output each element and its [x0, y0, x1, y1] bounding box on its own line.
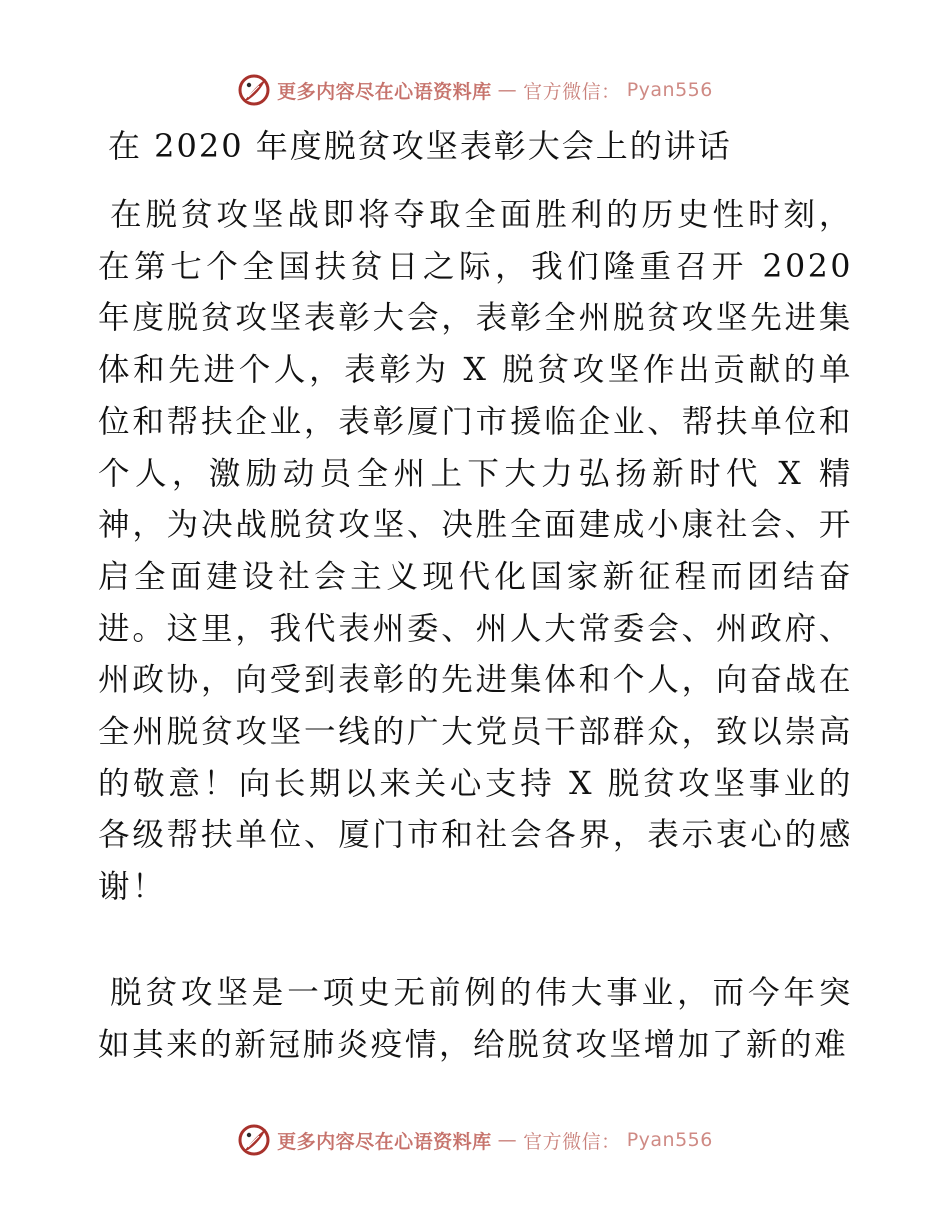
header-watermark	[0, 70, 950, 110]
watermark-brand-text: 更多内容尽在心语资料库	[277, 80, 492, 103]
watermark-wechat-label: 官方微信：	[523, 1130, 621, 1153]
document-title: 在 2020 年度脱贫攻坚表彰大会上的讲话	[108, 127, 732, 165]
body-paragraph-2: 脱贫攻坚是一项史无前例的伟大事业，而今年突如其来的新冠肺炎疫情，给脱贫攻坚增加了新的难	[98, 975, 853, 1063]
footer-watermark	[0, 1120, 950, 1160]
body-paragraph-1: 在脱贫攻坚战即将夺取全面胜利的历史性时刻，在第七个全国扶贫日之际，我们隆重召开 2020 年度脱贫攻坚表彰大会，表彰全州脱贫攻坚先进集体和先进个人，表彰为 X 脱贫攻坚作出贡献的单位和帮扶企业，表彰厦门市援临企业、帮扶单位和个人，激励动员全州上下大力弘扬新时代 X 精神，为决战脱贫攻坚、决胜全面建成小康社会、开启全面建设社会主义现代化国家新征程而团结奋进。这里，我代表州委、州人大常委会、州政府、州政协，向受到表彰的先进集体和个人，向奋战在全州脱贫攻坚一线的广大党员干部群众，致以崇高的敬意！向长期以来关心支持 X 脱贫攻坚事业的各级帮扶单位、厦门市和社会各界，表示衷心的感谢！	[98, 197, 853, 906]
feather-pen-logo-icon	[237, 1123, 271, 1157]
watermark-wechat-id: Pyan556	[626, 79, 713, 101]
watermark-wechat-label: 官方微信：	[523, 80, 621, 103]
feather-pen-logo-icon	[237, 73, 271, 107]
watermark-dash: —	[497, 1129, 518, 1151]
watermark-dash: —	[497, 79, 518, 101]
watermark-wechat-id: Pyan556	[626, 1129, 713, 1151]
watermark-brand-text: 更多内容尽在心语资料库	[277, 1130, 492, 1153]
